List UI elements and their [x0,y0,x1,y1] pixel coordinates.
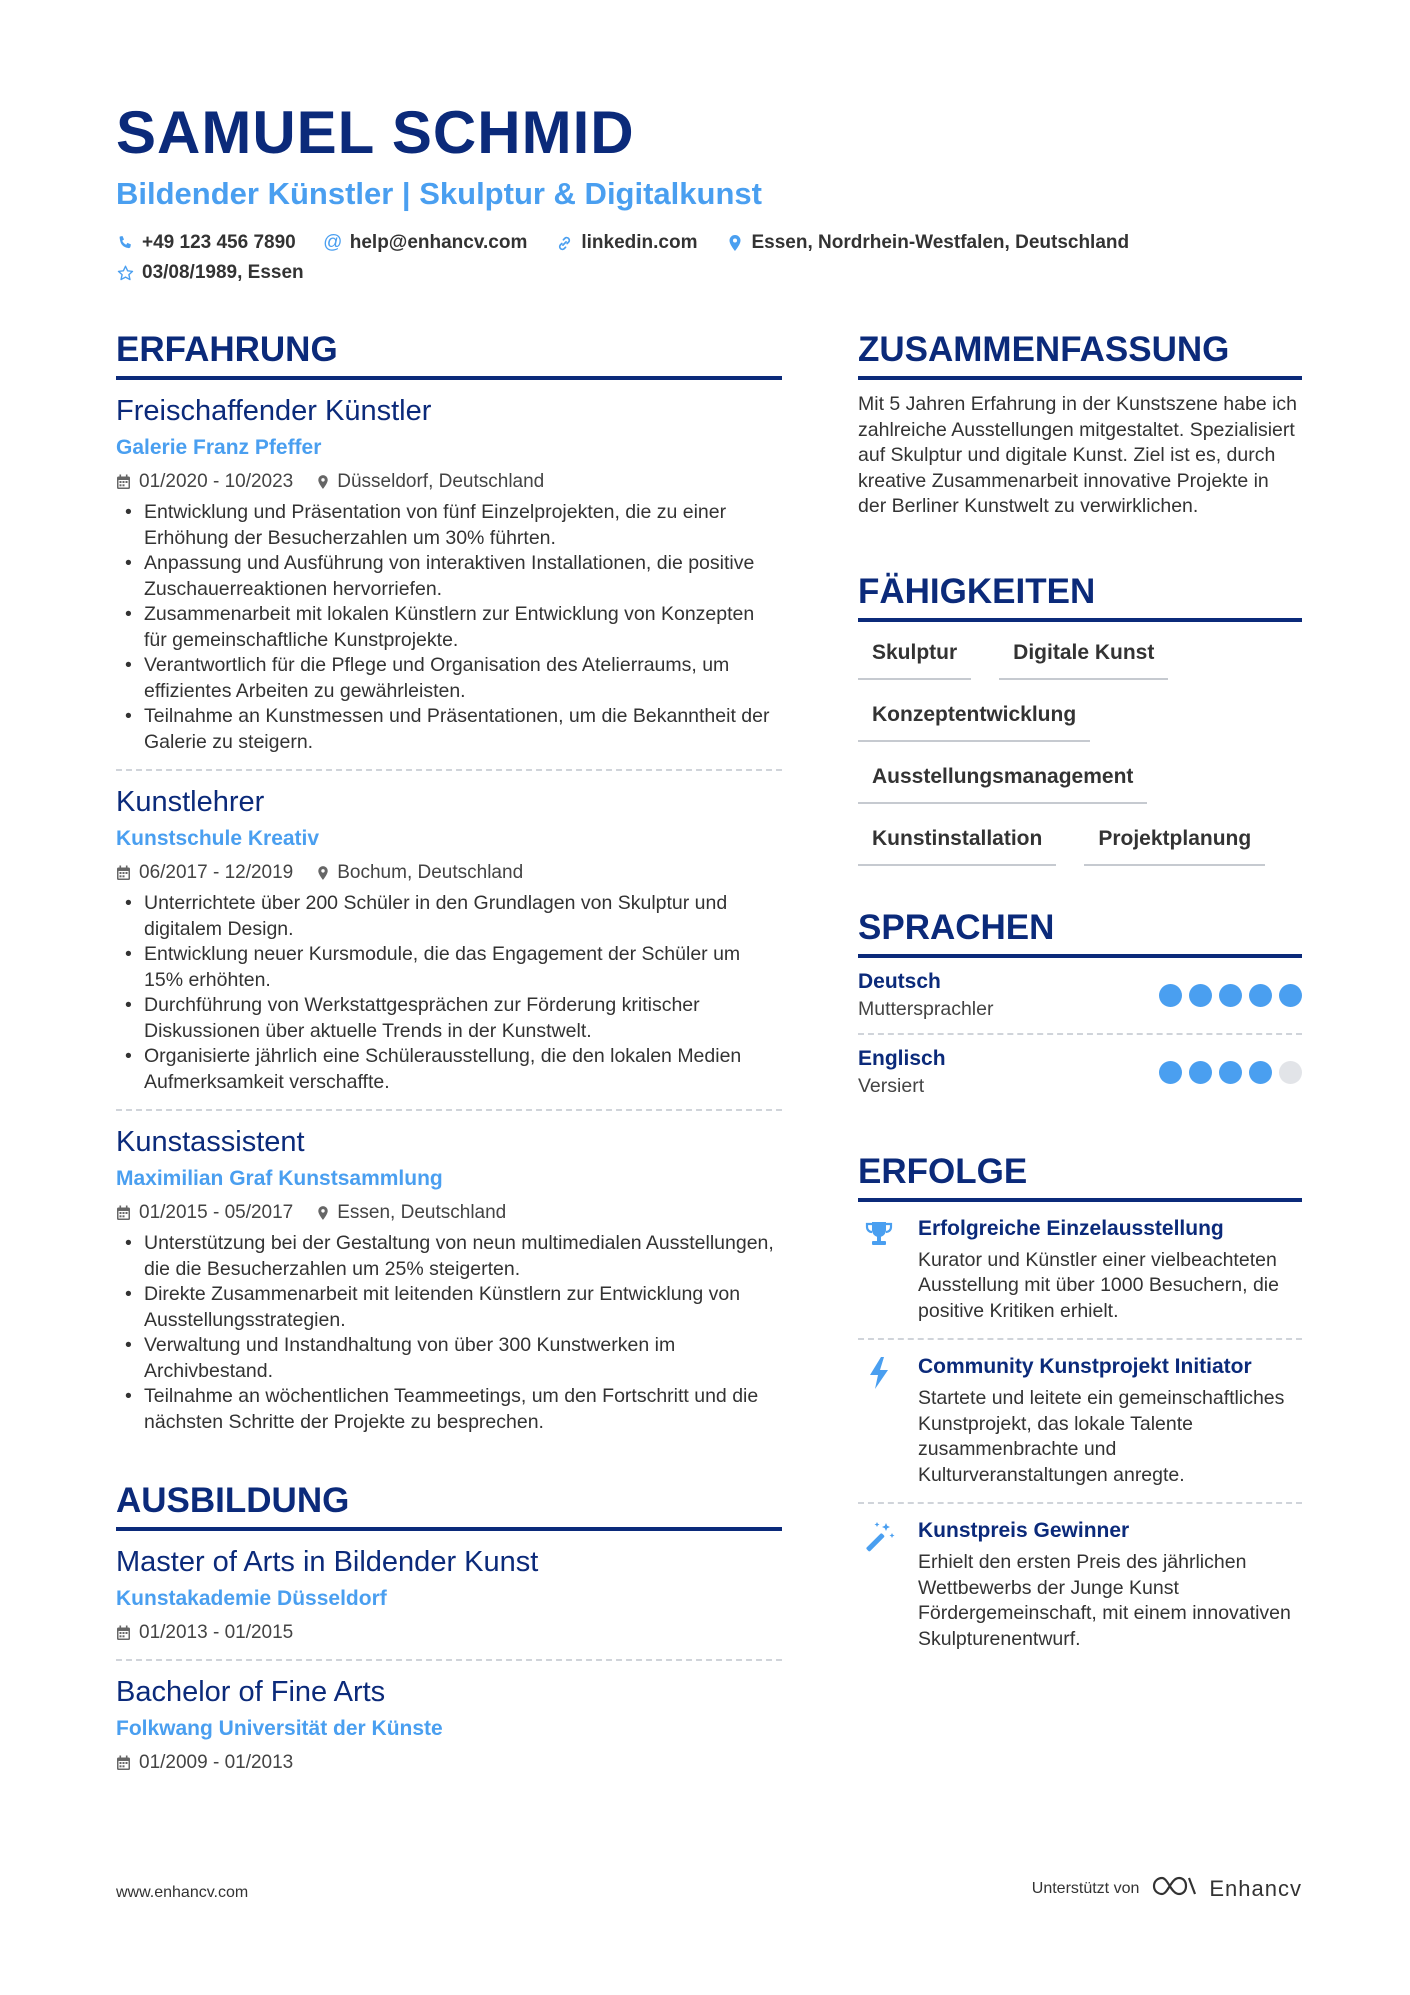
school-name: Folkwang Universität der Künste [116,1717,443,1740]
education-dates [116,1749,293,1777]
bullet-item: • Unterstützung bei der Gestaltung von neun multimedialen Ausstellungen, die die Besucherzahlen um 25% steigerten. [116,1231,782,1282]
job-location-text: Bochum, Deutschland [337,862,524,883]
language-rating [1159,984,1302,1007]
trophy-icon [858,1214,900,1325]
degree-title: Master of Arts in Bildender Kunst [116,1546,539,1578]
birth-text: 03/08/1989, Essen [142,262,304,283]
bullet-item: • Entwicklung neuer Kursmodule, die das Engagement der Schüler um 15% erhöhten. [116,942,782,993]
calendar-icon [116,474,131,490]
lightning-icon [858,1352,900,1488]
calendar-icon [116,865,131,881]
job-company: Galerie Franz Pfeffer [116,436,322,459]
bullet-item: • Organisierte jährlich eine Schülerausstellung, die den lokalen Medien Aufmerksamkeit verschaffte. [116,1044,782,1095]
languages-title: SPRACHEN [858,906,1302,958]
bullet-item: • Unterrichtete über 200 Schüler in den Grundlagen von Skulptur und digitalem Design. [116,891,782,942]
calendar-icon [116,1205,131,1221]
achievement-entry [858,1202,1302,1341]
job-location-text: Düsseldorf, Deutschland [337,471,545,492]
achievements-title: ERFOLGE [858,1150,1302,1202]
bullet-item: • Entwicklung und Präsentation von fünf Einzelprojekten, die zu einer Erhöhung der Besucherzahlen um 30% führten. [116,500,782,551]
rating-dot [1249,1061,1272,1084]
rating-dot [1189,984,1212,1007]
achievements-section [858,1150,1302,1667]
job-title: Freischaffender Künstler [116,395,432,427]
degree-title: Bachelor of Fine Arts [116,1676,386,1708]
contact-info [116,228,1306,288]
bullet-item: • Teilnahme an wöchentlichen Teammeetings, um den Fortschritt und die nächsten Schritte der Projekte zu besprechen. [116,1384,782,1435]
skills-list [858,638,1302,866]
location-pin-icon [726,234,744,252]
skill-tag: Ausstellungsmanagement [858,762,1147,804]
language-level: Muttersprachler [858,997,994,1020]
rating-dot [1219,984,1242,1007]
job-dates-text: 01/2020 - 10/2023 [139,471,294,492]
magic-wand-icon [858,1516,900,1652]
language-level: Versiert [858,1074,925,1097]
bullet-item: • Durchführung von Werkstattgesprächen zur Förderung kritischer Diskussionen über aktuelle Trends in der Kunstwelt. [116,993,782,1044]
linkedin-text: linkedin.com [581,232,698,253]
job-location-text: Essen, Deutschland [337,1202,507,1223]
skill-tag: Kunstinstallation [858,824,1056,866]
language-rating [1159,1061,1302,1084]
at-icon: @ [323,232,343,253]
job-company: Kunstschule Kreativ [116,827,320,850]
education-meta [116,1619,782,1647]
language-entry [858,1035,1302,1110]
rating-dot [1159,1061,1182,1084]
achievement-entry [858,1504,1302,1666]
email-text: help@enhancv.com [349,232,528,253]
powered-by-text: Unterstützt von [1031,1879,1140,1897]
skills-title: FÄHIGKEITEN [858,570,1302,622]
job-meta [116,859,782,887]
star-icon [116,264,134,282]
achievement-desc: Kurator und Künstler einer vielbeachteten Ausstellung mit über 1000 Besuchern, die positive Kritiken erhielt. [918,1248,1279,1322]
experience-title: ERFAHRUNG [116,328,782,380]
rating-dot [1219,1061,1242,1084]
job-company: Maximilian Graf Kunstsammlung [116,1167,443,1190]
job-location [317,468,544,496]
job-meta [116,1199,782,1227]
bullet-item: • Direkte Zusammenarbeit mit leitenden Künstlern zur Entwicklung von Ausstellungsstrategien. [116,1282,782,1333]
calendar-icon [116,1625,131,1641]
experience-section [116,328,782,1449]
location-pin-icon [317,474,329,490]
bullet-item: • Verwaltung und Instandhaltung von über 300 Kunstwerken im Archivbestand. [116,1333,782,1384]
skill-tag: Skulptur [858,638,971,680]
education-section [116,1479,782,1789]
job-dates [116,859,293,887]
achievement-title: Kunstpreis Gewinner [918,1519,1130,1542]
education-dates [116,1619,293,1647]
calendar-icon [116,1755,131,1771]
job-dates [116,1199,293,1227]
location-contact [726,228,1130,258]
location-text: Essen, Nordrhein-Westfalen, Deutschland [751,232,1130,253]
rating-dot [1279,1061,1302,1084]
email-contact[interactable] [324,228,528,258]
skills-section [858,570,1302,866]
enhancv-logo-icon [1151,1874,1197,1903]
school-name: Kunstakademie Düsseldorf [116,1587,387,1610]
language-name: Englisch [858,1046,946,1070]
skill-tag: Konzeptentwicklung [858,700,1090,742]
languages-section [858,906,1302,1110]
job-bullets [116,500,782,755]
footer-website[interactable]: www.enhancv.com [116,1884,249,1901]
summary-section [858,328,1302,520]
link-icon [555,234,573,252]
education-meta [116,1749,782,1777]
job-bullets [116,891,782,1095]
education-title: AUSBILDUNG [116,1479,782,1531]
summary-text: Mit 5 Jahren Erfahrung in der Kunstszene habe ich zahlreiche Ausstellungen mitgestaltet. Spezialisiert auf Skulptur und digitale Kunst. Ziel ist es, durch kreative Zusammenarbeit innovative Projekte in der Berliner Kunstwelt zu verwirklichen. [858,393,1298,517]
rating-dot [1279,984,1302,1007]
skill-tag: Digitale Kunst [999,638,1168,680]
education-dates-text: 01/2013 - 01/2015 [139,1622,294,1643]
language-name: Deutsch [858,969,941,993]
job-title: Kunstlehrer [116,786,265,818]
right-column [858,328,1302,1666]
job-entry [116,380,782,771]
location-pin-icon [317,1205,329,1221]
location-pin-icon [317,865,329,881]
job-dates [116,468,293,496]
candidate-name: SAMUEL SCHMID [116,99,635,166]
job-dates-text: 06/2017 - 12/2019 [139,862,294,883]
rating-dot [1189,1061,1212,1084]
phone-text: +49 123 456 7890 [142,232,296,253]
bullet-item: • Zusammenarbeit mit lokalen Künstlern zur Entwicklung von Konzepten für gemeinschaftliche Kunstprojekte. [116,602,782,653]
achievement-desc: Startete und leitete ein gemeinschaftliches Kunstprojekt, das lokale Talente zusammenbrachte und Kulturveranstaltungen anregte. [918,1387,1285,1486]
education-entry [116,1661,782,1789]
job-dates-text: 01/2015 - 05/2017 [139,1202,294,1223]
language-entry [858,958,1302,1035]
bullet-item: • Anpassung und Ausführung von interaktiven Installationen, die positive Zuschauerreaktionen hervorriefen. [116,551,782,602]
summary-title: ZUSAMMENFASSUNG [858,328,1302,380]
bullet-item: • Verantwortlich für die Pflege und Organisation des Atelierraums, um effizientes Arbeiten zu gewährleisten. [116,653,782,704]
education-entry [116,1531,782,1661]
job-title: Kunstassistent [116,1126,305,1158]
phone-icon [116,234,134,252]
brand-name: Enhancv [1209,1875,1302,1901]
rating-dot [1249,984,1272,1007]
left-column [116,328,782,1789]
job-meta [116,468,782,496]
birth-contact [116,258,304,288]
achievement-title: Community Kunstprojekt Initiator [918,1355,1252,1378]
bullet-item: • Teilnahme an Kunstmessen und Präsentationen, um die Bekanntheit der Galerie zu steigern. [116,704,782,755]
resume-header [116,96,1306,288]
phone-contact [116,228,296,258]
candidate-subtitle: Bildender Künstler | Skulptur & Digitalkunst [116,176,762,211]
rating-dot [1159,984,1182,1007]
skill-tag: Projektplanung [1084,824,1265,866]
linkedin-contact[interactable] [555,228,697,258]
job-location [317,859,523,887]
job-entry [116,771,782,1111]
job-location [317,1199,506,1227]
education-dates-text: 01/2009 - 01/2013 [139,1752,294,1773]
achievement-title: Erfolgreiche Einzelausstellung [918,1216,1224,1240]
job-entry [116,1111,782,1449]
achievement-entry [858,1340,1302,1504]
achievement-desc: Erhielt den ersten Preis des jährlichen Wettbewerbs der Junge Kunst Fördergemeinschaft, mit einem innovativen Skulpturenentwurf. [918,1551,1291,1650]
footer-branding [1032,1874,1302,1903]
job-bullets [116,1231,782,1435]
